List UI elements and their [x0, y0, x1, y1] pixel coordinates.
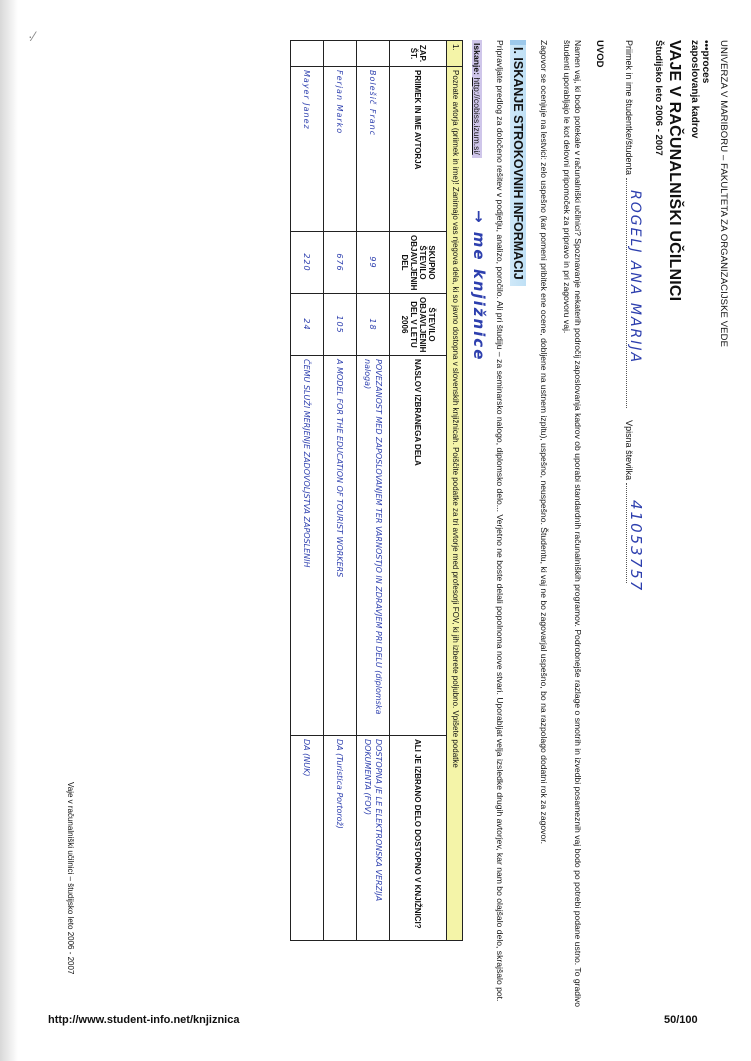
task-text: Poznate avtorja (priimek in ime)! Zanimajo vas njegova dela, ki so javno dostopna v slovenskih knjižnicah. Poiščite podatke za tri avtorje med profesorji FOV, ki jih izberete poljubno. Vpišete podatke — [447, 67, 463, 941]
col-header-author: PRIIMEK IN IME AVTORJA — [390, 67, 447, 232]
page-number: 50/100 — [664, 1014, 698, 1026]
row-num — [357, 41, 390, 67]
section-title: I. ISKANJE STROKOVNIH INFORMACIJ — [510, 40, 526, 286]
row-access: DA (NUK) — [291, 736, 324, 941]
table-row — [291, 41, 324, 941]
row-num — [324, 41, 357, 67]
university-header: UNIVERZA V MARIBORU – FAKULTETA ZA ORGANIZACIJSKE VEDE — [718, 40, 729, 348]
table-row — [357, 41, 390, 941]
intro-paragraph-1: Namen vaj, ki bodo potekale v računalniški učilnici? Spoznavanje nekaterih področij zaposlovanja kadrov ob uporabi standardnih računalniških programov. Podrobnejše razlage o smotrih in izvedbi posameznih vaj bodo po potrebi podane ustno. To gradivo študenti uporabljajo le kot delovni pripomoček za pripravo in pri zagovoru vaj. — [562, 40, 583, 1008]
study-year: Študijsko leto 2006 - 2007 — [653, 40, 664, 156]
intro-paragraph-2: Zagovor se ocenjuje na lestvici: zelo uspešno (kar pomeni pribitek ene ocene, dobljene na ustnem izpitu), uspešno, neuspešno. Študentu, ki vaj ne bo zagovarjal uspešno, bo na razpolago dodatni rok za zagovor. — [539, 40, 549, 845]
search-label: Iskanje: — [472, 43, 482, 76]
section-instructions: Pripravljate predlog za določeno rešitev v podjetju, analizo, poročilo. Ali pri študiju – za seminarsko nalogo, diplomsko delo... Verjetno ne boste delali popolnoma nove stvari. Uporabljat velja izsledke drugih avtorjev, kar nam bo olajšalo delo, skrajšalo pot. — [495, 40, 505, 1002]
row-author: Mayer Janez — [291, 67, 324, 232]
brand-block — [689, 40, 711, 138]
row-2006: 105 — [324, 294, 357, 356]
row-total: 99 — [357, 232, 390, 294]
col-header-num: ZAP. ŠT. — [390, 41, 447, 67]
row-num — [291, 41, 324, 67]
number-label: Vpisna številka — [624, 420, 634, 481]
cobiss-link[interactable]: http://cobiss.izum.si/ — [472, 77, 482, 155]
search-line — [470, 40, 488, 362]
row-total: 220 — [291, 232, 324, 294]
row-access: DOSTOPNA JE LE ELEKTRONSKA VERZIJA DOKUMENTA (FOV) — [357, 736, 390, 941]
row-2006: 24 — [291, 294, 324, 356]
rotated-content — [35, 40, 735, 1040]
handwritten-note: → me knjižnice — [470, 210, 488, 362]
row-access: DA (Turistica Portorož) — [324, 736, 357, 941]
col-header-work: NASLOV IZBRANEGA DELA — [390, 356, 447, 736]
col-header-access: ALI JE IZBRANO DELO DOSTOPNO V KNJIŽNICI? — [390, 736, 447, 941]
row-work: ČEMU SLUŽI MERJENJE ZADOVOLJSTVA ZAPOSLENIH — [291, 356, 324, 736]
footer-url[interactable]: http://www.student-info.net/knjiznica — [48, 1014, 240, 1026]
side-footer: Vaje v računalniški učilnici – študijsko leto 2006 - 2007 — [66, 782, 75, 975]
row-work: A MODEL FOR THE EDUCATION OF TOURIST WORKERS — [324, 356, 357, 736]
number-handwritten: 41053757 — [627, 500, 645, 593]
row-2006: 18 — [357, 294, 390, 356]
row-author: Ferjan Marko — [324, 67, 357, 232]
name-label: Priimek in ime študentke/študenta — [624, 40, 634, 176]
col-header-total: SKUPNO ŠTEVILO OBJAVLJENIH DEL — [390, 232, 447, 294]
row-author: Bolešič Franc — [357, 67, 390, 232]
row-work: POVEZANOST MED ZAPOSLOVANJEM TER VARNOSTJO IN ZDRAVJEM PRI DELU (diplomska naloga) — [357, 356, 390, 736]
brand-line1: •••proces — [700, 40, 711, 84]
col-header-2006: ŠTEVILO OBJAVLJENIH DEL V LETU 2006 — [390, 294, 447, 356]
table-row — [324, 41, 357, 941]
student-info-row — [624, 40, 645, 593]
intro-heading: UVOD — [594, 40, 605, 68]
row-total: 676 — [324, 232, 357, 294]
task-number: 1. — [447, 41, 463, 67]
brand-line2: zaposlovanja kadrov — [689, 40, 700, 139]
task-row — [447, 41, 463, 941]
table-header-row — [390, 41, 447, 941]
document-title: VAJE V RAČUNALNIŠKI UČILNICI — [666, 40, 683, 302]
punch-mark-icon: ·⁄ — [28, 28, 35, 44]
name-handwritten: ROGELJ ANA MARIJA — [627, 190, 643, 365]
authors-table — [290, 40, 463, 941]
